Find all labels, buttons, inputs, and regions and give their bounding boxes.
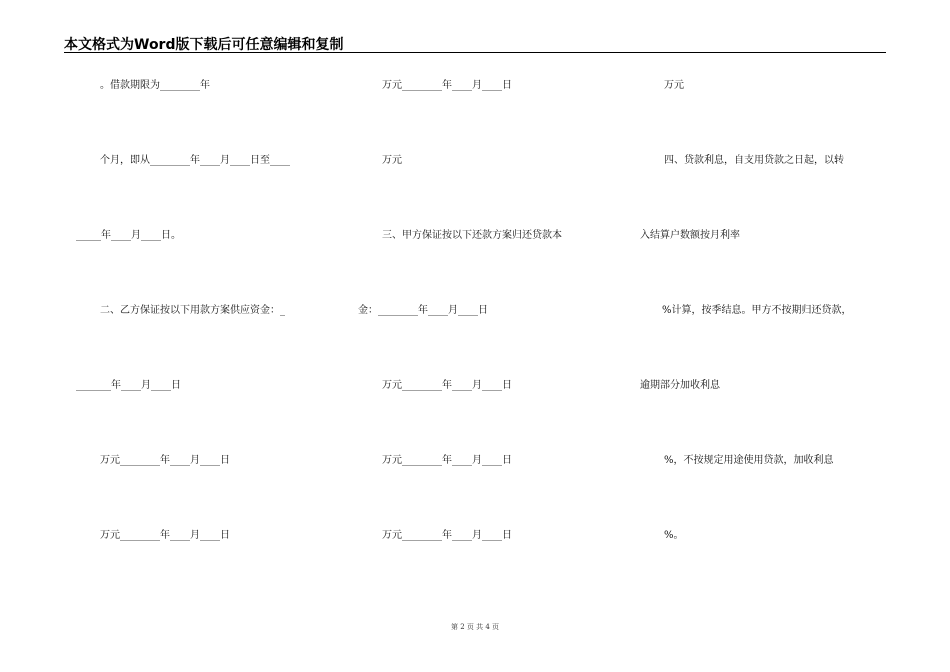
middle-line-2: 万元 bbox=[382, 155, 402, 166]
middle-line-4: 金：________年____月____日 bbox=[358, 305, 488, 316]
left-line-5: _______年____月____日 bbox=[76, 380, 181, 391]
left-line-6: 万元________年____月____日 bbox=[100, 455, 230, 466]
right-line-2: 四、贷款利息，自支用贷款之日起，以转 bbox=[664, 155, 844, 166]
right-line-3: 入结算户数额按月利率 bbox=[640, 230, 740, 241]
left-line-3: _____年____月____日。 bbox=[76, 230, 181, 241]
middle-line-3: 三、甲方保证按以下还款方案归还贷款本 bbox=[382, 230, 562, 241]
left-line-7: 万元________年____月____日 bbox=[100, 530, 230, 541]
middle-line-1: 万元________年____月____日 bbox=[382, 80, 512, 91]
middle-line-6: 万元________年____月____日 bbox=[382, 455, 512, 466]
right-line-4: %计算，按季结息。甲方不按期归还贷款， bbox=[662, 305, 852, 316]
header-title: 本文格式为Word版下载后可任意编辑和复制 bbox=[64, 37, 344, 53]
left-line-2: 个月，即从________年____月____日至____ bbox=[100, 155, 290, 166]
left-line-4: 二、乙方保证按以下用款方案供应资金：_ bbox=[100, 305, 285, 316]
left-line-1: 。借款期限为________年 bbox=[100, 80, 210, 91]
right-line-7: %。 bbox=[664, 530, 684, 541]
header-divider bbox=[64, 52, 886, 53]
right-line-5: 逾期部分加收利息 bbox=[640, 380, 720, 391]
middle-line-5: 万元________年____月____日 bbox=[382, 380, 512, 391]
right-line-1: 万元 bbox=[664, 80, 684, 91]
page-number: 第 2 页 共 4 页 bbox=[450, 623, 500, 631]
right-line-6: %，不按规定用途使用贷款，加收利息 bbox=[664, 455, 834, 466]
middle-line-7: 万元________年____月____日 bbox=[382, 530, 512, 541]
